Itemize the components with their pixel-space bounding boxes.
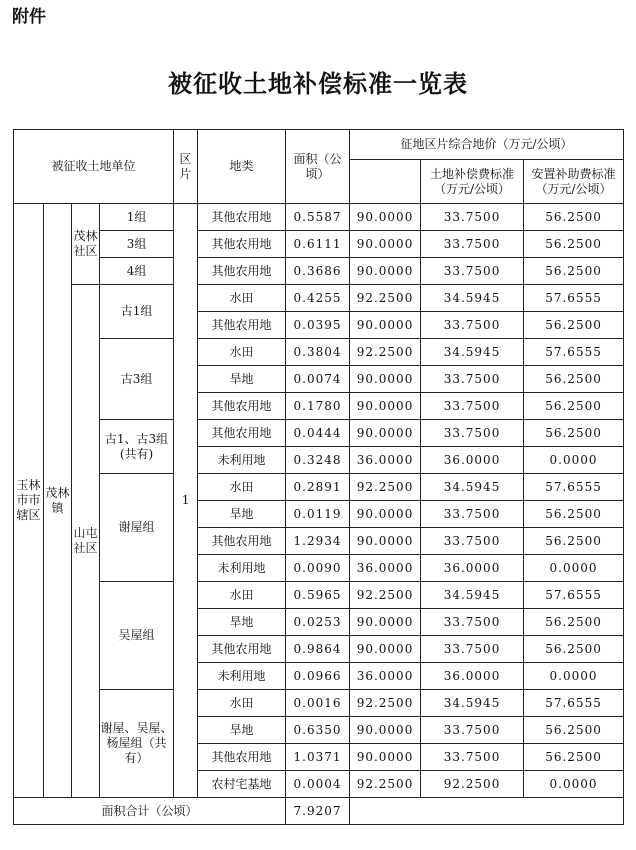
area-value: 0.9864 bbox=[286, 636, 350, 663]
header-composite-price: 征地区片综合地价（万元/公顷） bbox=[350, 130, 624, 160]
aid-value: 57.6555 bbox=[524, 339, 624, 366]
aid-value: 0.0000 bbox=[524, 771, 624, 798]
comp-value: 33.7500 bbox=[421, 393, 524, 420]
comp-value: 34.5945 bbox=[421, 285, 524, 312]
header-resettle-std: 安置补助费标准（万元/公顷） bbox=[524, 160, 624, 204]
header-land-type: 地类 bbox=[198, 130, 286, 204]
comp-value: 33.7500 bbox=[421, 204, 524, 231]
community-shantun: 山屯社区 bbox=[72, 285, 100, 798]
land-type: 其他农用地 bbox=[198, 420, 286, 447]
area-value: 0.0004 bbox=[286, 771, 350, 798]
area-value: 0.0090 bbox=[286, 555, 350, 582]
land-type: 旱地 bbox=[198, 501, 286, 528]
comp-value: 92.2500 bbox=[421, 771, 524, 798]
group-cell: 古1组 bbox=[100, 285, 174, 339]
price-value: 92.2500 bbox=[350, 690, 421, 717]
price-value: 36.0000 bbox=[350, 447, 421, 474]
area-value: 0.3248 bbox=[286, 447, 350, 474]
area-value: 0.6350 bbox=[286, 717, 350, 744]
price-value: 36.0000 bbox=[350, 663, 421, 690]
header-land-comp bbox=[350, 160, 421, 204]
aid-value: 56.2500 bbox=[524, 528, 624, 555]
comp-value: 33.7500 bbox=[421, 420, 524, 447]
price-value: 90.0000 bbox=[350, 420, 421, 447]
aid-value: 56.2500 bbox=[524, 744, 624, 771]
price-value: 90.0000 bbox=[350, 204, 421, 231]
town-cell: 茂林镇 bbox=[44, 204, 72, 798]
price-value: 90.0000 bbox=[350, 366, 421, 393]
comp-value: 33.7500 bbox=[421, 501, 524, 528]
land-type: 其他农用地 bbox=[198, 636, 286, 663]
area-value: 0.0119 bbox=[286, 501, 350, 528]
group-cell: 古3组 bbox=[100, 339, 174, 420]
land-type: 旱地 bbox=[198, 717, 286, 744]
aid-value: 56.2500 bbox=[524, 717, 624, 744]
area-value: 0.0074 bbox=[286, 366, 350, 393]
land-type: 水田 bbox=[198, 474, 286, 501]
community-maolin: 茂林社区 bbox=[72, 204, 100, 285]
land-type: 其他农用地 bbox=[198, 231, 286, 258]
price-value: 92.2500 bbox=[350, 582, 421, 609]
price-value: 90.0000 bbox=[350, 636, 421, 663]
aid-value: 56.2500 bbox=[524, 501, 624, 528]
price-value: 92.2500 bbox=[350, 339, 421, 366]
price-value: 92.2500 bbox=[350, 474, 421, 501]
area-value: 0.4255 bbox=[286, 285, 350, 312]
land-type: 未利用地 bbox=[198, 447, 286, 474]
area-value: 0.6111 bbox=[286, 231, 350, 258]
price-value: 92.2500 bbox=[350, 285, 421, 312]
aid-value: 56.2500 bbox=[524, 420, 624, 447]
comp-value: 34.5945 bbox=[421, 690, 524, 717]
area-value: 0.0016 bbox=[286, 690, 350, 717]
land-type: 水田 bbox=[198, 339, 286, 366]
aid-value: 56.2500 bbox=[524, 231, 624, 258]
area-value: 0.1780 bbox=[286, 393, 350, 420]
price-value: 90.0000 bbox=[350, 609, 421, 636]
comp-value: 33.7500 bbox=[421, 528, 524, 555]
price-value: 90.0000 bbox=[350, 312, 421, 339]
aid-value: 57.6555 bbox=[524, 582, 624, 609]
total-label: 面积合计（公顷） bbox=[14, 798, 286, 825]
attachment-label: 附件 bbox=[12, 7, 46, 27]
land-type: 水田 bbox=[198, 690, 286, 717]
group-cell: 4组 bbox=[100, 258, 174, 285]
price-value: 90.0000 bbox=[350, 393, 421, 420]
price-value: 90.0000 bbox=[350, 231, 421, 258]
total-empty bbox=[350, 798, 624, 825]
aid-value: 0.0000 bbox=[524, 555, 624, 582]
comp-value: 34.5945 bbox=[421, 339, 524, 366]
price-value: 90.0000 bbox=[350, 717, 421, 744]
aid-value: 57.6555 bbox=[524, 690, 624, 717]
land-type: 未利用地 bbox=[198, 555, 286, 582]
price-value: 92.2500 bbox=[350, 771, 421, 798]
zone-cell: 1 bbox=[174, 204, 198, 798]
group-cell: 3组 bbox=[100, 231, 174, 258]
comp-value: 33.7500 bbox=[421, 258, 524, 285]
area-value: 0.0253 bbox=[286, 609, 350, 636]
total-value: 7.9207 bbox=[286, 798, 350, 825]
compensation-table bbox=[13, 129, 624, 825]
comp-value: 33.7500 bbox=[421, 312, 524, 339]
comp-value: 33.7500 bbox=[421, 636, 524, 663]
land-type: 农村宅基地 bbox=[198, 771, 286, 798]
aid-value: 56.2500 bbox=[524, 393, 624, 420]
comp-value: 34.5945 bbox=[421, 474, 524, 501]
comp-value: 36.0000 bbox=[421, 663, 524, 690]
header-zone: 区片 bbox=[174, 130, 198, 204]
header-unit: 被征收土地单位 bbox=[14, 130, 174, 204]
area-value: 0.2891 bbox=[286, 474, 350, 501]
land-type: 水田 bbox=[198, 582, 286, 609]
area-value: 0.0444 bbox=[286, 420, 350, 447]
price-value: 90.0000 bbox=[350, 501, 421, 528]
comp-value: 33.7500 bbox=[421, 744, 524, 771]
area-value: 0.0966 bbox=[286, 663, 350, 690]
page-title: 被征收土地补偿标准一览表 bbox=[168, 69, 468, 98]
area-value: 0.3804 bbox=[286, 339, 350, 366]
comp-value: 33.7500 bbox=[421, 366, 524, 393]
area-value: 1.2934 bbox=[286, 528, 350, 555]
land-type: 旱地 bbox=[198, 609, 286, 636]
aid-value: 56.2500 bbox=[524, 636, 624, 663]
comp-value: 36.0000 bbox=[421, 555, 524, 582]
aid-value: 57.6555 bbox=[524, 474, 624, 501]
area-value: 0.0395 bbox=[286, 312, 350, 339]
comp-value: 33.7500 bbox=[421, 717, 524, 744]
area-value: 0.5587 bbox=[286, 204, 350, 231]
land-type: 其他农用地 bbox=[198, 744, 286, 771]
header-land-comp-std: 土地补偿费标准（万元/公顷） bbox=[421, 160, 524, 204]
land-type: 其他农用地 bbox=[198, 312, 286, 339]
aid-value: 56.2500 bbox=[524, 366, 624, 393]
area-value: 0.3686 bbox=[286, 258, 350, 285]
aid-value: 0.0000 bbox=[524, 447, 624, 474]
land-type: 未利用地 bbox=[198, 663, 286, 690]
comp-value: 34.5945 bbox=[421, 582, 524, 609]
group-cell: 古1、古3组(共有) bbox=[100, 420, 174, 474]
aid-value: 57.6555 bbox=[524, 285, 624, 312]
city-cell: 玉林市市辖区 bbox=[14, 204, 44, 798]
price-value: 90.0000 bbox=[350, 258, 421, 285]
group-cell: 谢屋、吴屋、杨屋组（共有） bbox=[100, 690, 174, 798]
land-type: 其他农用地 bbox=[198, 528, 286, 555]
price-value: 36.0000 bbox=[350, 555, 421, 582]
group-cell: 谢屋组 bbox=[100, 474, 174, 582]
land-type: 其他农用地 bbox=[198, 204, 286, 231]
table-body bbox=[14, 204, 624, 825]
aid-value: 56.2500 bbox=[524, 312, 624, 339]
comp-value: 33.7500 bbox=[421, 231, 524, 258]
area-value: 1.0371 bbox=[286, 744, 350, 771]
comp-value: 33.7500 bbox=[421, 609, 524, 636]
aid-value: 56.2500 bbox=[524, 204, 624, 231]
group-cell: 1组 bbox=[100, 204, 174, 231]
aid-value: 0.0000 bbox=[524, 663, 624, 690]
area-value: 0.5965 bbox=[286, 582, 350, 609]
land-type: 水田 bbox=[198, 285, 286, 312]
land-type: 旱地 bbox=[198, 366, 286, 393]
price-value: 90.0000 bbox=[350, 528, 421, 555]
price-value: 90.0000 bbox=[350, 744, 421, 771]
land-type: 其他农用地 bbox=[198, 393, 286, 420]
land-type: 其他农用地 bbox=[198, 258, 286, 285]
header-area: 面积（公顷） bbox=[286, 130, 350, 204]
aid-value: 56.2500 bbox=[524, 609, 624, 636]
comp-value: 36.0000 bbox=[421, 447, 524, 474]
group-cell: 吴屋组 bbox=[100, 582, 174, 690]
aid-value: 56.2500 bbox=[524, 258, 624, 285]
